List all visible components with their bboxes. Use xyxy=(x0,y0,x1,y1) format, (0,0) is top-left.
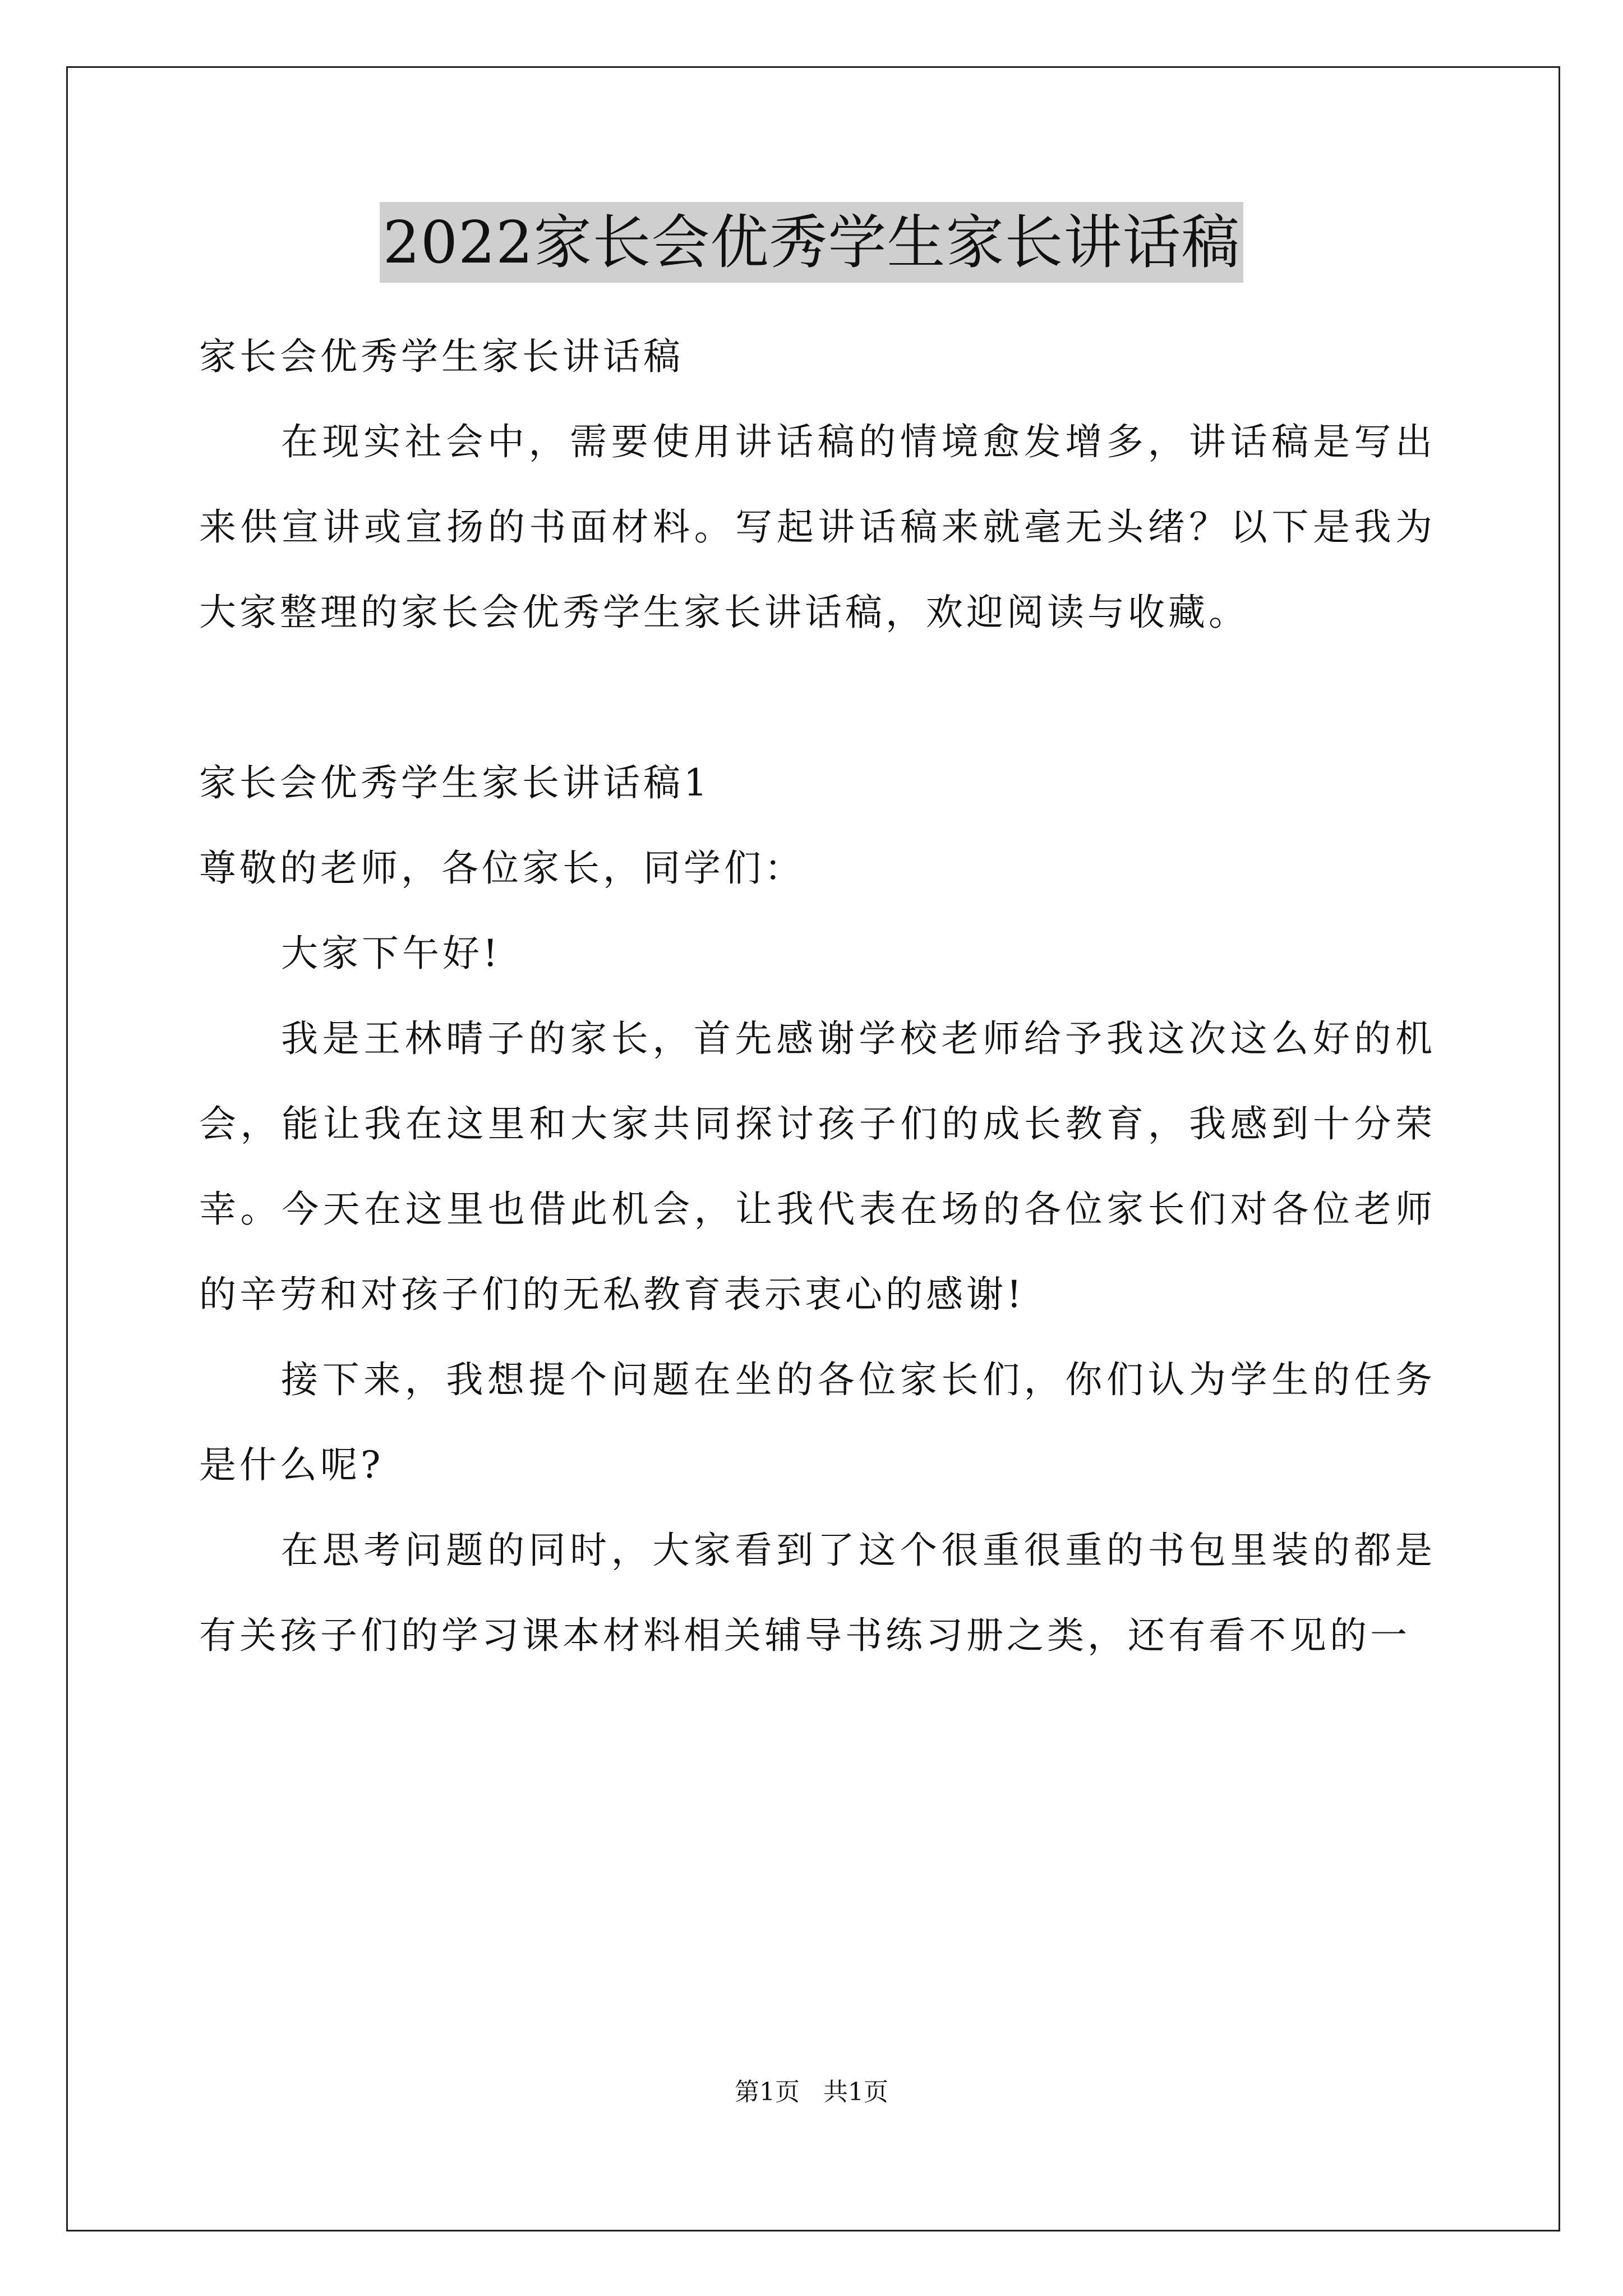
title-container xyxy=(0,202,1623,283)
page-footer xyxy=(0,2076,1623,2109)
body-paragraph: 接下来，我想提个问题在坐的各位家长们，你们认为学生的任务是什么呢? xyxy=(199,1358,1436,1487)
paragraph-spacer xyxy=(199,655,1436,740)
salutation: 尊敬的老师，各位家长，同学们： xyxy=(199,846,805,890)
intro-paragraph: 在现实社会中，需要使用讲话稿的情境愈发增多，讲话稿是写出来供宣讲或宣扬的书面材料。写起讲话稿来就毫无头绪？以下是我为大家整理的家长会优秀学生家长讲话稿，欢迎阅读与收藏。 xyxy=(199,420,1436,634)
section-heading: 家长会优秀学生家长讲话稿1 xyxy=(199,761,711,804)
body-paragraph: 在思考问题的同时，大家看到了这个很重很重的书包里装的都是有关孩子们的学习课本材料相关辅导书练习册之类，还有看不见的一 xyxy=(199,1529,1436,1657)
document-title: 2022家长会优秀学生家长讲话稿 xyxy=(380,202,1244,283)
document-body xyxy=(199,314,1436,1678)
body-paragraph: 我是王林晴子的家长，首先感谢学校老师给予我这次这么好的机会，能让我在这里和大家共同探讨孩子们的成长教育，我感到十分荣幸。今天在这里也借此机会，让我代表在场的各位家长们对各位老师的辛劳和对孩子们的无私教育表示衷心的感谢! xyxy=(199,1017,1436,1316)
page-number-total: 共1页 xyxy=(823,2078,888,2106)
subtitle-paragraph: 家长会优秀学生家长讲话稿 xyxy=(199,335,684,378)
page-number-current: 第1页 xyxy=(735,2078,800,2106)
greeting: 大家下午好! xyxy=(281,932,501,975)
